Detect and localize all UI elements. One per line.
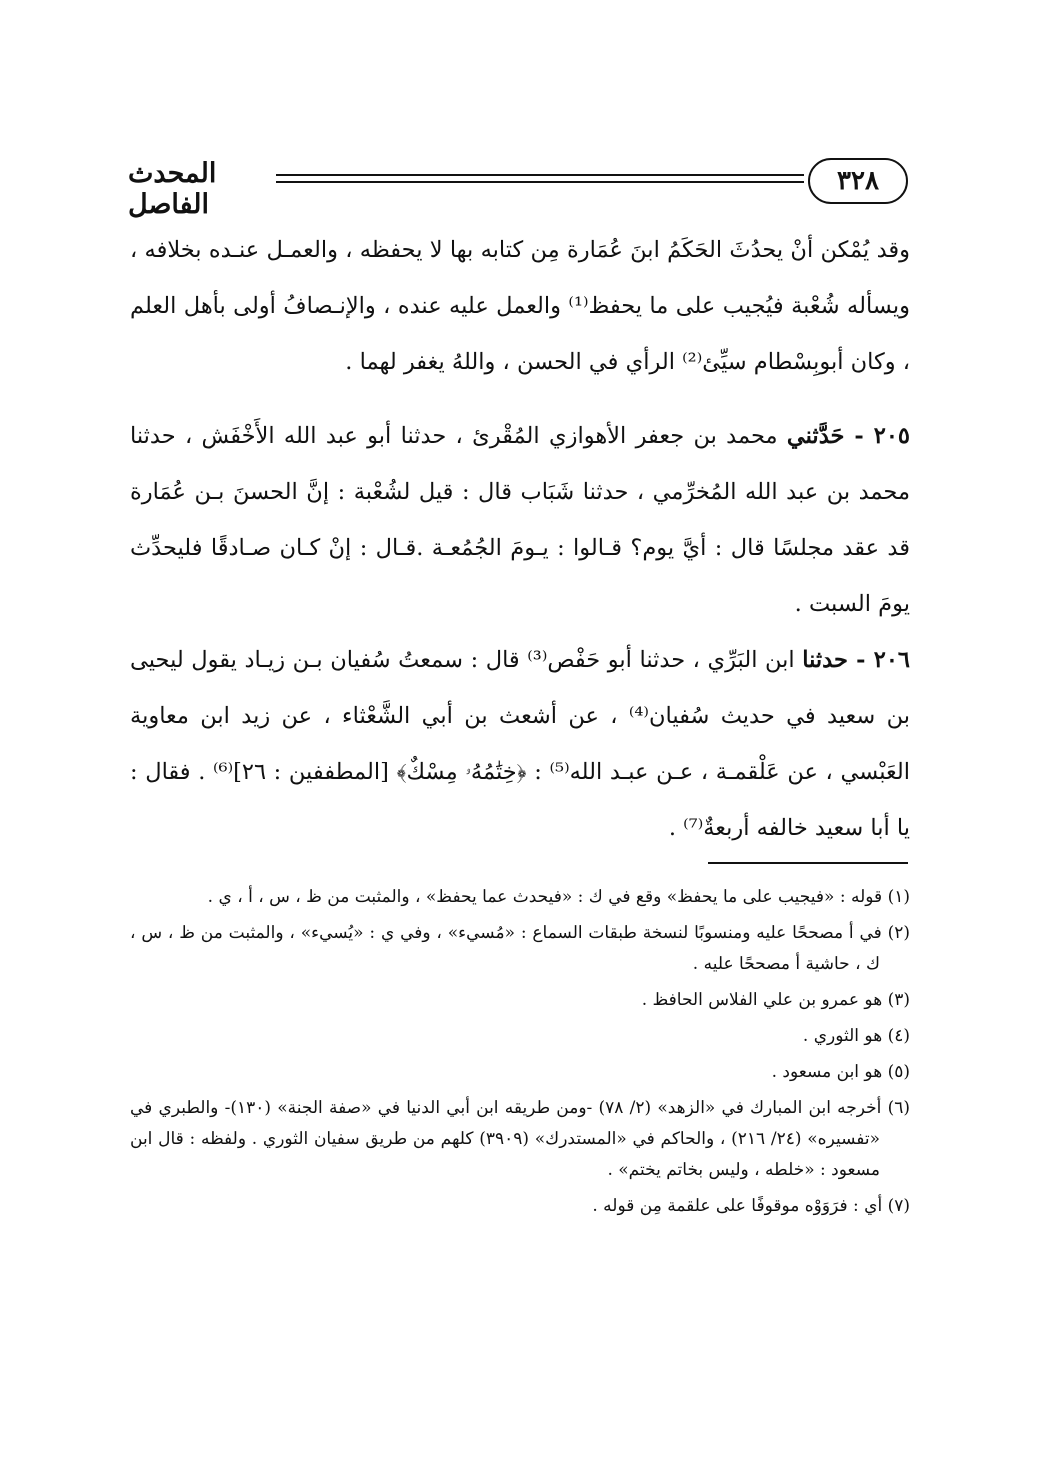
footnote-1: (١) قوله : «فيجيب على ما يحفظ» وقع في ك : «فيحدث عما يحفظ» ، والمثبت من ظ ، س ، أ ، ي . <box>207 887 910 907</box>
paragraph-intro <box>130 222 910 390</box>
footnotes <box>130 882 910 1227</box>
footnote-separator <box>708 862 908 864</box>
footnote-6: (٦) أخرجه ابن المبارك في «الزهد» (٢/ ٧٨) -ومن طريقه ابن أبي الدنيا في «صفة الجنة» (١٣٠)- والطبري في «تفسيره» (٢٤/ ٢١٦) ، والحاكم في «المستدرك» (٣٩٠٩) كلهم من طريق سفيان الثوري . ولفظه : قال ابن مسعود : «خلطه ، وليس بخاتم يختم» . <box>130 1098 910 1180</box>
hadith-205 <box>130 408 910 632</box>
footnote-4: (٤) هو الثوري . <box>802 1026 910 1046</box>
book-title: المحدث الفاصل <box>128 158 217 220</box>
page-number: ٣٢٨ <box>808 158 908 204</box>
footnote-7: (٧) أي : فرَوَوْه موقوفًا على علقمة مِن قوله . <box>592 1196 910 1216</box>
hadith-205-text: محمد بن جعفر الأهوازي المُقْرئ ، حدثنا أبو عبد الله الأَخْفَش ، حدثنا محمد بن عبد الله المُخرِّمي ، حدثنا شَبَاب قال : قيل لشُعْبة : إنَّ الحسنَ بـن عُمَارة قد عقد مجلسًا قال : أيَّ يوم؟ قـالوا : يـومَ الجُمُعـة .قـال : إنْ كـان صـادقًا فليحدِّث يومَ السبت . <box>130 423 910 617</box>
hadith-206-text: ابن البَرِّي ، حدثنا أبو حَفْص⁽³⁾ قال : سمعتُ سُفيان بـن زيـاد يقول ليحيى بن سعيد في حديث سُفيان⁽⁴⁾ ، عن أشعث بن أبي الشَّعْثاء ، عن زيد ابن معاوية العَبْسي ، عن عَلْقمـة ، عـن عبـد الله⁽⁵⁾ : ﴿خِتَٰمُهُۥ مِسْكٌ﴾ [المطففين : ٢٦]⁽⁶⁾ . فقال : يا أبا سعيد خالفه أربعةٌ⁽⁷⁾ . <box>130 647 911 841</box>
hadith-205-number: ٢٠٥ - حَدَّثني <box>786 423 911 449</box>
footnote-5: (٥) هو ابن مسعود . <box>771 1062 910 1082</box>
footnote-2: (٢) في أ مصححًا عليه ومنسوبًا لنسخة طبقات السماع : «مُسيء» ، وفي ي : «يُسيء» ، والمثبت من ظ ، س ، ك ، حاشية أ مصححًا عليه . <box>130 923 910 974</box>
page-header <box>128 150 908 220</box>
hadith-206-number: ٢٠٦ - حدثنا <box>802 647 910 673</box>
hadith-206 <box>130 632 910 856</box>
paragraph-intro-text: وقد يُمْكن أنْ يحدُثَ الحَكَمُ ابنَ عُمَارة مِن كتابه بها لا يحفظه ، والعمـل عنـده بخلافه ، ويسأله شُعْبة فيُجيب على ما يحفظ⁽¹⁾ والعمل عليه عنده ، والإنـصافُ أولى بأهل العلم ، وكان أبوبِسْطام سيِّئ⁽²⁾ الرأي في الحسن ، واللهُ يغفر لهما . <box>130 237 911 375</box>
footnote-3: (٣) هو عمرو بن علي الفلاس الحافظ . <box>641 990 910 1010</box>
header-double-rule <box>276 172 804 186</box>
